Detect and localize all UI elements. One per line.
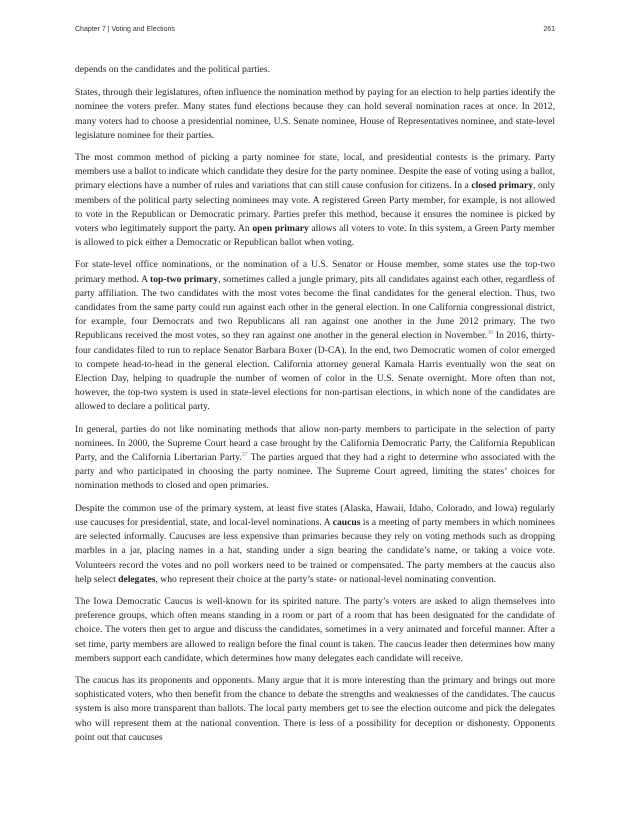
paragraph-supreme-court: In general, parties do not like nominating methods that allow non-party members to participate in the selection of party nominees. In 2000, the Supreme Court heard a case brought by the California Democratic Party, the California Republican Party, and the California Libertarian Party.$^{37}$ The parties argued that they had a right to determine who associated with the party and who participated in choosing the party nominee. The Supreme Court agreed, limiting the states’ choices for nomination methods to closed and open primaries. <box>75 423 555 492</box>
header-separator: | <box>105 26 112 33</box>
paragraph-primary: The most common method of picking a party nominee for state, local, and presidential contests is the primary. Party members use a ballot to indicate which candidate they desire for the party nominee. Despite the ease of voting using a ballot, primary elections have a number of rules and variations that can still cause confusion for citizens. In a closed primary, only members of the political party selecting nominees may vote. A registered Green Party member, for example, is not allowed to vote in the Republican or Democratic primary. Parties prefer this method, because it ensures the nominee is picked by voters who legitimately support the party. An open primary allows all voters to vote. In this system, a Green Party member is allowed to pick either a Democratic or Republican ballot when voting. <box>75 152 555 249</box>
paragraph-top-two: For state-level office nominations, or the nomination of a U.S. Senator or House member, some states use the top-two primary method. A top-two primary, sometimes called a jungle primary, pits all candidates against each other, regardless of party affiliation. The two candidates with the most votes become the final candidates for the general election. Thus, two candidates from the same party could run against each other in the general election. In one California congressional district, for example, four Democrats and two Republicans all ran against one another in the June 2012 primary. The two Republicans received the most votes, so they ran against one another in the general election in November.$^{36}$ In 2016, thirty-four candidates filed to run to replace Senator Barbara Boxer (D-CA). In the end, two Democratic women of color emerged to compete head-to-head in the general election. California attorney general Kamala Harris eventually won the seat on Election Day, helping to quadruple the number of women of color in the U.S. Senate overnight. More often than not, however, the top-two system is used in state-level elections for non-partisan elections, in which none of the candidates are allowed to declare a political party. <box>75 259 555 413</box>
chapter-title: Voting and Elections <box>111 26 175 33</box>
running-head <box>75 26 175 33</box>
term-caucus: caucus <box>332 516 361 528</box>
paragraph-iowa-caucus: The Iowa Democratic Caucus is well-known for its spirited nature. The party’s voters are asked to align themselves into preference groups, which often means standing in a room or part of a room that has been designated for the candidate of choice. The voters then get to argue and discuss the candidates, sometimes in a very animated and forceful manner. After a set time, party members are allowed to realign before the final count is taken. The caucus leader then determines how many members support each candidate, which determines how many delegates each candidate will receive. <box>75 595 555 664</box>
paragraph-caucus: Despite the common use of the primary system, at least five states (Alaska, Hawaii, Idaho, Colorado, and Iowa) regularly use caucuses for presidential, state, and local-level nominations. A caucus is a meeting of party members in which nominees are selected informally. Caucuses are less expensive than primaries because they rely on voting methods such as dropping marbles in a jar, placing names in a hat, standing under a sign bearing the candidate’s name, or taking a voice vote. Volunteers record the votes and no poll workers need to be trained or compensated. The party members at the caucus also help select delegates, who represent their choice at the party’s state- or national-level nominating convention. <box>75 502 555 585</box>
chapter-label: Chapter 7 <box>75 26 106 33</box>
footnote-ref-36[interactable]: 36 <box>487 330 494 337</box>
paragraph-caucus-debate: The caucus has its proponents and opponents. Many argue that it is more interesting than the primary and brings out more sophisticated voters, who then benefit from the chance to debate the strengths and weaknesses of the candidates. The caucus system is also more transparent than ballots. The local party members get to see the election outcome and pick the delegates who will represent them at the national convention. There is less of a possibility for deception or dishonesty. Opponents point out that caucuses <box>75 674 555 743</box>
term-delegates: delegates <box>118 573 156 585</box>
term-top-two-primary: top-two primary <box>150 273 219 285</box>
paragraph-state-funding: States, through their legislatures, often influence the nomination method by paying for an election to help parties identify the nominee the voters prefer. Many states fund elections because they can hold several nomination races at once. In 2012, many voters had to choose a presidential nominee, U.S. Senate nominee, House of Representatives nominee, and state-level legislature nominee for their parties. <box>75 87 555 141</box>
page-body <box>75 63 555 753</box>
page-number: 261 <box>543 26 555 33</box>
footnote-ref-37[interactable]: 37 <box>241 452 248 459</box>
term-closed-primary: closed primary <box>471 180 534 192</box>
term-open-primary: open primary <box>252 223 309 235</box>
paragraph-continuation: depends on the candidates and the political parties. <box>75 64 271 75</box>
